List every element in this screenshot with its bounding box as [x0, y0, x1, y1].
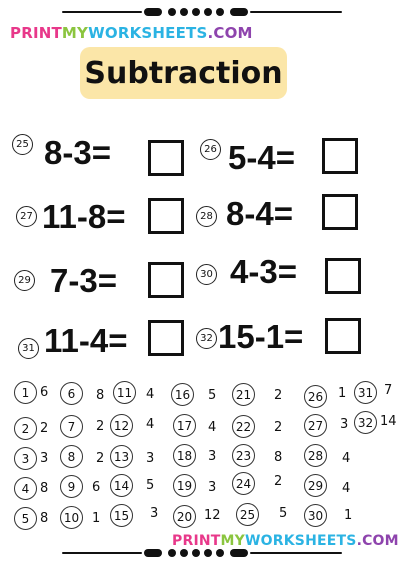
key-number: 18 [173, 444, 196, 467]
key-number: 22 [232, 415, 255, 438]
key-number: 15 [110, 504, 133, 527]
key-answer: 2 [96, 419, 105, 434]
key-answer: 3 [208, 480, 217, 495]
key-number: 28 [304, 444, 327, 467]
brand-part: WORKSHEETS [88, 24, 208, 42]
problem-number: 30 [196, 264, 217, 285]
problem-expression: 8-3= [44, 134, 111, 171]
problem-number: 28 [196, 206, 217, 227]
key-number: 11 [113, 381, 136, 404]
key-answer: 2 [96, 451, 105, 466]
key-number: 23 [232, 444, 255, 467]
key-number: 12 [110, 414, 133, 437]
problem-expression: 15-1= [218, 318, 304, 355]
brand-logo-top [10, 24, 253, 42]
key-number: 16 [171, 383, 194, 406]
problem-number: 32 [196, 328, 217, 349]
key-number: 5 [14, 507, 37, 530]
key-answer: 2 [274, 474, 283, 489]
key-answer: 2 [40, 421, 49, 436]
key-answer: 2 [274, 388, 283, 403]
title-banner [80, 47, 287, 99]
key-answer: 12 [204, 508, 221, 523]
key-number: 32 [354, 411, 377, 434]
top-decoration [62, 8, 342, 16]
key-answer: 8 [96, 388, 105, 403]
key-answer: 5 [146, 478, 155, 493]
key-answer: 8 [274, 450, 283, 465]
brand-part: MY [61, 24, 89, 42]
key-number: 2 [14, 417, 37, 440]
problem-expression: 11-8= [42, 198, 126, 235]
key-number: 3 [14, 447, 37, 470]
problem-expression: 5-4= [228, 139, 295, 176]
problem-number: 26 [200, 139, 221, 160]
answer-box[interactable] [148, 198, 184, 234]
page-title: Subtraction [84, 55, 283, 91]
problem-expression: 7-3= [50, 262, 117, 299]
key-number: 26 [304, 385, 327, 408]
answer-box[interactable] [322, 138, 358, 174]
answer-box[interactable] [148, 320, 184, 356]
key-number: 29 [304, 474, 327, 497]
problem-number: 27 [16, 206, 37, 227]
key-answer: 4 [208, 420, 217, 435]
answer-box[interactable] [322, 194, 358, 230]
key-answer: 3 [340, 417, 349, 432]
key-number: 27 [304, 414, 327, 437]
brand-part: .COM [207, 24, 253, 42]
key-number: 17 [173, 414, 196, 437]
problem-expression: 8-4= [226, 195, 293, 232]
key-answer: 7 [384, 383, 393, 398]
key-answer: 4 [146, 417, 155, 432]
key-answer: 6 [40, 385, 49, 400]
key-number: 19 [173, 474, 196, 497]
key-number: 7 [60, 415, 83, 438]
brand-logo-bottom [172, 533, 399, 549]
answer-box[interactable] [148, 262, 184, 298]
answer-box[interactable] [325, 318, 361, 354]
brand-part: .COM [356, 533, 399, 549]
brand-part: WORKSHEETS [245, 533, 357, 549]
key-number: 31 [354, 381, 377, 404]
key-answer: 3 [146, 451, 155, 466]
key-answer: 3 [208, 449, 217, 464]
key-answer: 1 [92, 511, 101, 526]
brand-part: MY [220, 533, 246, 549]
key-answer: 14 [380, 414, 397, 429]
problem-expression: 4-3= [230, 253, 297, 290]
key-number: 25 [236, 503, 259, 526]
problem-number: 31 [18, 338, 39, 359]
key-number: 9 [60, 475, 83, 498]
key-number: 30 [304, 504, 327, 527]
bottom-decoration [62, 549, 342, 557]
key-number: 10 [60, 506, 83, 529]
answer-box[interactable] [325, 258, 361, 294]
problem-number: 25 [12, 134, 33, 155]
brand-part: PRINT [172, 533, 221, 549]
key-answer: 6 [92, 480, 101, 495]
problem-number: 29 [14, 270, 35, 291]
key-answer: 3 [150, 506, 159, 521]
key-answer: 1 [344, 508, 353, 523]
key-answer: 5 [208, 388, 217, 403]
key-number: 8 [60, 445, 83, 468]
key-answer: 3 [40, 451, 49, 466]
key-answer: 2 [274, 420, 283, 435]
key-answer: 4 [146, 387, 155, 402]
key-answer: 8 [40, 511, 49, 526]
key-answer: 8 [40, 481, 49, 496]
key-number: 14 [110, 474, 133, 497]
brand-part: PRINT [10, 24, 62, 42]
key-number: 4 [14, 477, 37, 500]
answer-box[interactable] [148, 140, 184, 176]
key-answer: 5 [279, 506, 288, 521]
key-number: 20 [173, 505, 196, 528]
problem-expression: 11-4= [44, 322, 128, 359]
key-answer: 4 [342, 481, 351, 496]
key-number: 21 [232, 383, 255, 406]
key-answer: 4 [342, 451, 351, 466]
key-number: 24 [232, 472, 255, 495]
key-number: 6 [60, 382, 83, 405]
key-number: 13 [110, 445, 133, 468]
key-answer: 1 [338, 386, 347, 401]
key-number: 1 [14, 381, 37, 404]
